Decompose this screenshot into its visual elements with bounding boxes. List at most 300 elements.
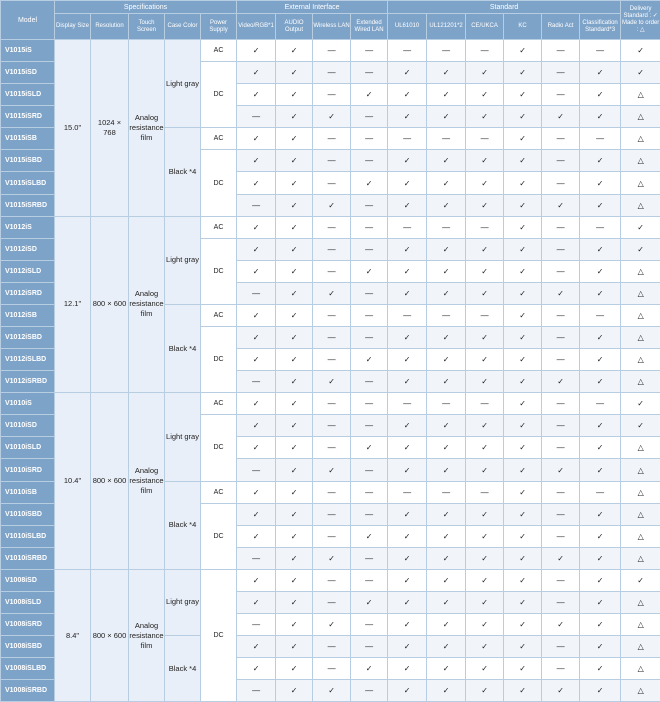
spec-value: — [351, 40, 388, 62]
spec-value: △ [621, 591, 660, 613]
spec-value: ✓ [466, 591, 504, 613]
spec-value: ✓ [466, 150, 504, 172]
spec-value: ✓ [388, 459, 427, 481]
spec-value: ✓ [466, 437, 504, 459]
spec-value: ✓ [466, 194, 504, 216]
spec-value: — [351, 459, 388, 481]
spec-value: — [313, 349, 351, 371]
spec-value: ✓ [466, 459, 504, 481]
spec-value: △ [621, 84, 660, 106]
spec-value: ✓ [276, 393, 313, 415]
spec-value: ✓ [388, 680, 427, 702]
spec-value: ✓ [388, 327, 427, 349]
spec-value: △ [621, 304, 660, 326]
spec-value: — [542, 481, 580, 503]
spec-value: ✓ [504, 525, 542, 547]
spec-value: — [313, 128, 351, 150]
spec-value: — [237, 547, 276, 569]
spec-value: ✓ [466, 614, 504, 636]
spec-value: ✓ [466, 62, 504, 84]
header-classification-standard: Classification Standard*3 [580, 14, 621, 40]
spec-value: ✓ [276, 525, 313, 547]
model-name: V1012iSRBD [1, 371, 55, 393]
spec-value: ✓ [237, 437, 276, 459]
spec-value: ✓ [313, 371, 351, 393]
spec-value: — [351, 327, 388, 349]
spec-value: ✓ [466, 84, 504, 106]
spec-value: — [427, 40, 466, 62]
spec-value: ✓ [580, 238, 621, 260]
spec-value: ✓ [504, 371, 542, 393]
spec-value: △ [621, 282, 660, 304]
spec-value: ✓ [580, 415, 621, 437]
spec-value: — [313, 415, 351, 437]
spec-value: ✓ [427, 282, 466, 304]
touch-screen: Analog resistance film [129, 216, 165, 393]
spec-value: — [313, 84, 351, 106]
spec-value: △ [621, 172, 660, 194]
spec-value: ✓ [466, 371, 504, 393]
spec-value: △ [621, 525, 660, 547]
spec-value: ✓ [237, 658, 276, 680]
model-name: V1008iSD [1, 569, 55, 591]
spec-value: ✓ [542, 614, 580, 636]
spec-value: ✓ [427, 547, 466, 569]
spec-table-body [1, 40, 660, 702]
spec-value: — [313, 525, 351, 547]
spec-value: △ [621, 327, 660, 349]
spec-value: △ [621, 481, 660, 503]
spec-value: ✓ [237, 238, 276, 260]
spec-value: — [313, 238, 351, 260]
power-supply: DC [201, 415, 237, 481]
spec-value: ✓ [388, 503, 427, 525]
spec-value: — [237, 282, 276, 304]
spec-value: ✓ [276, 128, 313, 150]
spec-value: ✓ [388, 614, 427, 636]
case-color: Black *4 [165, 636, 201, 702]
spec-value: — [313, 591, 351, 613]
spec-value: ✓ [276, 503, 313, 525]
case-color: Light gray [165, 40, 201, 128]
spec-value: △ [621, 260, 660, 282]
spec-value: ✓ [276, 459, 313, 481]
spec-value: — [351, 547, 388, 569]
spec-value: — [388, 481, 427, 503]
spec-value: ✓ [542, 371, 580, 393]
model-name: V1012iSD [1, 238, 55, 260]
spec-value: ✓ [351, 437, 388, 459]
spec-value: — [351, 636, 388, 658]
spec-value: ✓ [466, 172, 504, 194]
spec-value: — [466, 304, 504, 326]
spec-value: — [237, 194, 276, 216]
spec-value: — [542, 349, 580, 371]
spec-value: ✓ [276, 304, 313, 326]
resolution: 800 × 600 [91, 569, 129, 701]
spec-value: ✓ [580, 106, 621, 128]
spec-value: ✓ [313, 282, 351, 304]
spec-value: ✓ [427, 84, 466, 106]
spec-value: △ [621, 459, 660, 481]
spec-value: — [388, 393, 427, 415]
model-name: V1012iSLBD [1, 349, 55, 371]
spec-value: — [542, 128, 580, 150]
header-video-rgb: Video/RGB*1 [237, 14, 276, 40]
header-power-supply: Power Supply [201, 14, 237, 40]
spec-value: ✓ [504, 591, 542, 613]
spec-value: ✓ [580, 260, 621, 282]
spec-value: ✓ [621, 393, 660, 415]
spec-value: ✓ [237, 304, 276, 326]
header-external-interface: External Interface [237, 1, 388, 14]
spec-value: △ [621, 614, 660, 636]
spec-value: ✓ [580, 150, 621, 172]
spec-value: ✓ [351, 658, 388, 680]
spec-value: ✓ [580, 371, 621, 393]
model-name: V1008iSBD [1, 636, 55, 658]
spec-value: — [542, 216, 580, 238]
spec-value: ✓ [276, 636, 313, 658]
spec-value: △ [621, 106, 660, 128]
case-color: Black *4 [165, 304, 201, 392]
model-name: V1010iSRBD [1, 547, 55, 569]
spec-value: — [542, 525, 580, 547]
spec-value: ✓ [580, 62, 621, 84]
spec-value: — [351, 128, 388, 150]
spec-value: ✓ [504, 216, 542, 238]
power-supply: DC [201, 503, 237, 569]
header-extended-wired-lan: Extended Wired LAN [351, 14, 388, 40]
spec-value: ✓ [237, 591, 276, 613]
display-size: 10.4" [55, 393, 91, 570]
spec-value: △ [621, 150, 660, 172]
spec-value: △ [621, 194, 660, 216]
spec-value: ✓ [504, 481, 542, 503]
spec-value: ✓ [388, 282, 427, 304]
spec-value: — [351, 614, 388, 636]
spec-value: ✓ [427, 327, 466, 349]
spec-value: — [351, 238, 388, 260]
spec-value: — [351, 62, 388, 84]
spec-value: — [313, 40, 351, 62]
spec-value: ✓ [504, 238, 542, 260]
touch-screen: Analog resistance film [129, 569, 165, 701]
spec-value: ✓ [621, 62, 660, 84]
spec-value: ✓ [580, 591, 621, 613]
spec-value: — [427, 128, 466, 150]
spec-value: ✓ [388, 194, 427, 216]
spec-value: ✓ [313, 680, 351, 702]
spec-value: ✓ [621, 569, 660, 591]
header-touch-screen: Touch Screen [129, 14, 165, 40]
spec-value: — [313, 327, 351, 349]
spec-value: — [542, 591, 580, 613]
spec-value: — [351, 282, 388, 304]
spec-value: ✓ [427, 172, 466, 194]
spec-value: ✓ [466, 282, 504, 304]
spec-value: ✓ [504, 415, 542, 437]
spec-value: △ [621, 349, 660, 371]
spec-value: ✓ [237, 481, 276, 503]
spec-value: — [580, 128, 621, 150]
header-kc: KC [504, 14, 542, 40]
case-color: Light gray [165, 393, 201, 481]
spec-value: ✓ [276, 547, 313, 569]
spec-value: ✓ [388, 238, 427, 260]
spec-value: ✓ [313, 614, 351, 636]
spec-value: ✓ [466, 349, 504, 371]
spec-value: — [427, 481, 466, 503]
spec-value: ✓ [580, 503, 621, 525]
spec-value: — [351, 680, 388, 702]
header-audio-output: AUDIO Output [276, 14, 313, 40]
spec-value: ✓ [466, 106, 504, 128]
spec-value: ✓ [504, 327, 542, 349]
spec-value: — [542, 327, 580, 349]
spec-value: ✓ [504, 260, 542, 282]
model-name: V1012iSRD [1, 282, 55, 304]
spec-value: ✓ [580, 680, 621, 702]
header-ce-ukca: CE/UKCA [466, 14, 504, 40]
spec-value: ✓ [388, 62, 427, 84]
spec-value: ✓ [388, 569, 427, 591]
spec-value: — [313, 503, 351, 525]
spec-value: ✓ [388, 658, 427, 680]
spec-value: — [351, 503, 388, 525]
model-name: V1010iSRD [1, 459, 55, 481]
spec-value: ✓ [276, 437, 313, 459]
spec-value: ✓ [388, 84, 427, 106]
spec-value: ✓ [580, 349, 621, 371]
spec-value: — [351, 569, 388, 591]
spec-value: — [351, 481, 388, 503]
spec-value: ✓ [276, 260, 313, 282]
spec-value: ✓ [237, 150, 276, 172]
spec-value: ✓ [466, 327, 504, 349]
power-supply: DC [201, 150, 237, 216]
spec-value: ✓ [388, 591, 427, 613]
model-name: V1015iSB [1, 128, 55, 150]
spec-value: ✓ [504, 569, 542, 591]
spec-value: ✓ [276, 238, 313, 260]
spec-value: — [351, 371, 388, 393]
spec-value: ✓ [427, 238, 466, 260]
spec-value: — [351, 150, 388, 172]
spec-value: — [313, 481, 351, 503]
spec-value: ✓ [580, 569, 621, 591]
spec-value: — [580, 216, 621, 238]
model-name: V1012iSBD [1, 327, 55, 349]
power-supply: AC [201, 481, 237, 503]
model-name: V1010iSLD [1, 437, 55, 459]
spec-value: ✓ [237, 525, 276, 547]
spec-value: ✓ [466, 636, 504, 658]
spec-value: ✓ [504, 658, 542, 680]
spec-value: ✓ [427, 569, 466, 591]
spec-value: — [313, 260, 351, 282]
spec-value: ✓ [427, 591, 466, 613]
spec-value: ✓ [427, 525, 466, 547]
spec-value: ✓ [276, 349, 313, 371]
spec-value: ✓ [466, 680, 504, 702]
spec-value: ✓ [427, 260, 466, 282]
spec-value: — [351, 393, 388, 415]
spec-value: ✓ [388, 106, 427, 128]
model-name: V1010iSD [1, 415, 55, 437]
spec-value: ✓ [504, 393, 542, 415]
spec-value: ✓ [542, 459, 580, 481]
spec-value: ✓ [388, 371, 427, 393]
model-name: V1015iSD [1, 62, 55, 84]
model-name: V1015iS [1, 40, 55, 62]
spec-value: ✓ [580, 525, 621, 547]
spec-value: — [542, 304, 580, 326]
spec-value: ✓ [388, 172, 427, 194]
spec-value: ✓ [237, 216, 276, 238]
case-color: Black *4 [165, 481, 201, 569]
spec-value: ✓ [427, 194, 466, 216]
spec-value: — [542, 503, 580, 525]
header-display-size: Display Size [55, 14, 91, 40]
spec-value: ✓ [237, 415, 276, 437]
spec-value: ✓ [466, 238, 504, 260]
model-name: V1015iSBD [1, 150, 55, 172]
spec-value: ✓ [466, 658, 504, 680]
model-name: V1010iS [1, 393, 55, 415]
spec-value: △ [621, 128, 660, 150]
spec-value: ✓ [237, 349, 276, 371]
spec-value: △ [621, 437, 660, 459]
spec-value: ✓ [504, 282, 542, 304]
spec-value: ✓ [276, 194, 313, 216]
spec-value: — [351, 216, 388, 238]
spec-value: ✓ [427, 371, 466, 393]
model-name: V1015iSRD [1, 106, 55, 128]
spec-value: — [542, 238, 580, 260]
spec-value: ✓ [580, 84, 621, 106]
spec-value: — [542, 569, 580, 591]
spec-value: — [237, 106, 276, 128]
spec-value: — [542, 437, 580, 459]
spec-value: — [466, 216, 504, 238]
spec-value: ✓ [580, 614, 621, 636]
spec-value: ✓ [427, 62, 466, 84]
spec-value: — [313, 172, 351, 194]
spec-value: ✓ [237, 636, 276, 658]
spec-value: ✓ [427, 349, 466, 371]
display-size: 12.1" [55, 216, 91, 393]
spec-value: ✓ [237, 393, 276, 415]
spec-value: ✓ [237, 503, 276, 525]
spec-value: ✓ [276, 481, 313, 503]
power-supply: AC [201, 40, 237, 62]
table-row [1, 216, 660, 238]
spec-value: ✓ [237, 128, 276, 150]
spec-value: △ [621, 680, 660, 702]
spec-value: ✓ [621, 40, 660, 62]
spec-value: ✓ [351, 591, 388, 613]
spec-value: ✓ [621, 216, 660, 238]
spec-value: ✓ [276, 680, 313, 702]
spec-value: ✓ [504, 194, 542, 216]
spec-value: ✓ [580, 636, 621, 658]
spec-value: — [313, 636, 351, 658]
spec-value: — [542, 260, 580, 282]
power-supply: DC [201, 569, 237, 701]
spec-value: — [237, 614, 276, 636]
spec-value: ✓ [427, 415, 466, 437]
spec-value: — [580, 40, 621, 62]
spec-value: — [542, 40, 580, 62]
spec-value: ✓ [504, 614, 542, 636]
spec-value: ✓ [504, 84, 542, 106]
spec-value: ✓ [542, 680, 580, 702]
spec-value: ✓ [276, 591, 313, 613]
spec-value: — [313, 569, 351, 591]
touch-screen: Analog resistance film [129, 393, 165, 570]
spec-value: ✓ [313, 459, 351, 481]
spec-value: ✓ [621, 238, 660, 260]
power-supply: DC [201, 238, 237, 304]
spec-value: ✓ [427, 636, 466, 658]
spec-value: ✓ [427, 459, 466, 481]
spec-value: ✓ [580, 172, 621, 194]
spec-value: — [542, 150, 580, 172]
spec-value: ✓ [542, 106, 580, 128]
spec-value: ✓ [313, 194, 351, 216]
spec-value: ✓ [504, 128, 542, 150]
spec-value: ✓ [542, 282, 580, 304]
spec-value: ✓ [276, 371, 313, 393]
header-model: Model [1, 1, 55, 40]
spec-value: ✓ [466, 260, 504, 282]
spec-value: — [237, 680, 276, 702]
spec-value: ✓ [580, 459, 621, 481]
spec-value: ✓ [351, 525, 388, 547]
resolution: 800 × 600 [91, 393, 129, 570]
spec-value: — [351, 304, 388, 326]
model-name: V1015iSRBD [1, 194, 55, 216]
case-color: Light gray [165, 216, 201, 304]
spec-value: — [466, 40, 504, 62]
spec-value: ✓ [466, 525, 504, 547]
spec-value: ✓ [504, 150, 542, 172]
spec-value: △ [621, 547, 660, 569]
header-standard: Standard [388, 1, 621, 14]
spec-value: ✓ [504, 503, 542, 525]
spec-value: ✓ [237, 84, 276, 106]
spec-value: ✓ [276, 415, 313, 437]
spec-value: ✓ [237, 327, 276, 349]
header-delivery: Delivery Standard : ✓ Made to order : △ [621, 1, 660, 40]
spec-value: ✓ [542, 194, 580, 216]
spec-value: ✓ [580, 327, 621, 349]
header-specifications: Specifications [55, 1, 237, 14]
header-radio-act: Radio Act [542, 14, 580, 40]
spec-value: — [427, 216, 466, 238]
spec-value: ✓ [351, 349, 388, 371]
model-name: V1008iSRBD [1, 680, 55, 702]
spec-value: — [466, 393, 504, 415]
resolution: 1024 × 768 [91, 40, 129, 217]
spec-value: ✓ [276, 62, 313, 84]
spec-value: ✓ [427, 658, 466, 680]
spec-value: — [313, 150, 351, 172]
model-name: V1008iSLD [1, 591, 55, 613]
spec-value: ✓ [580, 547, 621, 569]
spec-value: ✓ [580, 282, 621, 304]
